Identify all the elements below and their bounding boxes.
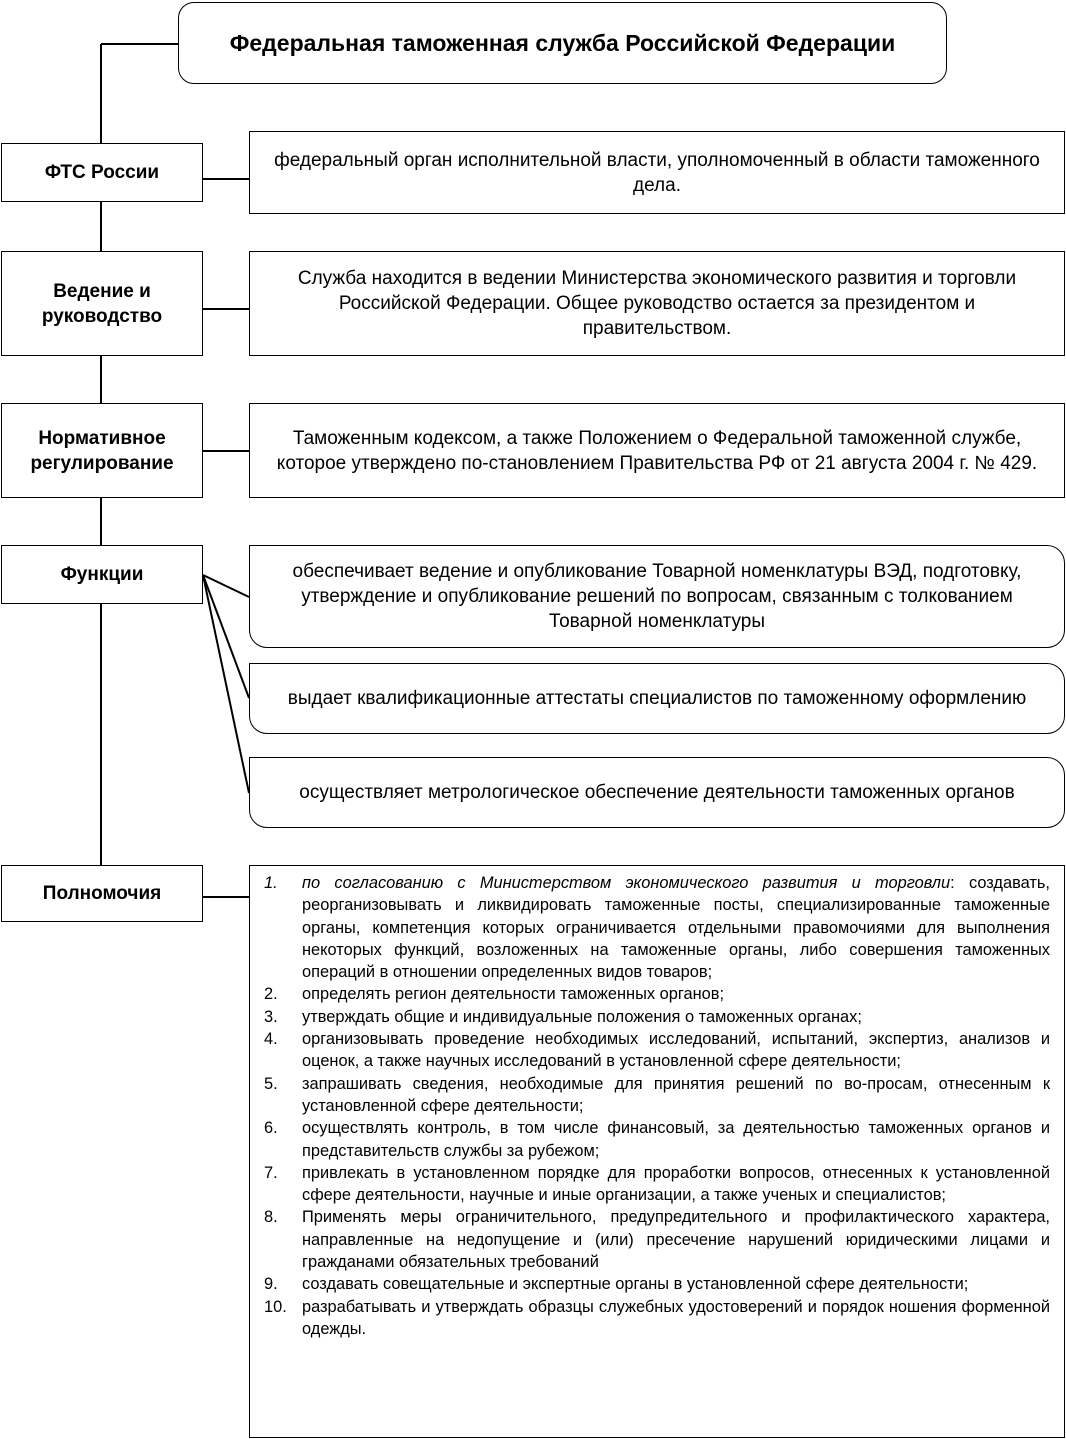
item-number: 10. <box>264 1297 287 1316</box>
label-fts-russia: ФТС России <box>1 143 203 202</box>
list-item <box>264 1273 1050 1295</box>
list-item <box>264 1162 1050 1207</box>
item-number: 8. <box>264 1208 278 1227</box>
desc-normativ: Таможенным кодексом, а также Положением о Федеральной таможенной службе, которое утверждено по-становлением Правительства РФ от 21 августа 2004 г. № 429. <box>249 403 1065 498</box>
item-text: разрабатывать и утверждать образцы служебных удостоверений и порядок ношения форменной одежды. <box>302 1297 1050 1338</box>
item-number: 1. <box>264 874 278 892</box>
item-number: 6. <box>264 1119 278 1138</box>
item-text: привлекать в установленном порядке для проработки вопросов, отнесенных к установленной сфере деятельности, научные и иные организации, а также ученых и специалистов; <box>302 1163 1050 1205</box>
item-text: создавать совещательные и экспертные органы в установленной сфере деятельности; <box>302 1275 969 1294</box>
label-normativ: Нормативное регулирование <box>1 403 203 498</box>
label-functions: Функции <box>1 545 203 604</box>
label-powers: Полномочия <box>1 865 203 922</box>
item-text: : создавать, реорганизовывать и ликвидировать таможенные посты, специализированные таможенные органы, компетенция которых ограничивается отдельными правомочиями для выполнения некоторых функций, возложенных на таможенные органы, либо совершения таможенных операций в отношении определенных видов товаров; <box>302 874 1050 982</box>
desc-vedenie: Служба находится в ведении Министерства экономического развития и торговли Российской Федерации. Общее руководство остается за президентом и правительством. <box>249 251 1065 356</box>
item-number: 2. <box>264 985 278 1004</box>
item-text: Применять меры ограничительного, предупредительного и профилактического характера, направленные на недопущение и (или) пресечение нарушений юридическими лицами и гражданами обязательных требований <box>302 1208 1050 1272</box>
connector-func-3 <box>203 575 249 793</box>
list-item <box>264 1117 1050 1162</box>
item-text: утверждать общие и индивидуальные положения о таможенных органах; <box>302 1007 862 1026</box>
desc-function-2: выдает квалификационные аттестаты специалистов по таможенному оформлению <box>249 663 1065 734</box>
list-item <box>264 1206 1050 1273</box>
item-number: 3. <box>264 1007 278 1026</box>
item-text: запрашивать сведения, необходимые для принятия решений по во-просам, отнесенным к установленной сфере деятельности; <box>302 1074 1050 1115</box>
item-number: 4. <box>264 1030 278 1049</box>
item-number: 5. <box>264 1074 278 1093</box>
item-number: 7. <box>264 1163 278 1182</box>
desc-function-1: обеспечивает ведение и опубликование Товарной номенклатуры ВЭД, подготовку, утверждение и опубликование решений по вопросам, связанным с толкованием Товарной номенклатуры <box>249 545 1065 648</box>
desc-fts-russia: федеральный орган исполнительной власти, уполномоченный в области таможенного дела. <box>249 131 1065 214</box>
desc-function-3: осуществляет метрологическое обеспечение деятельности таможенных органов <box>249 757 1065 828</box>
item-text: организовывать проведение необходимых исследований, испытаний, экспертиз, анализов и оценок, а также научных исследований в установленной сфере деятельности; <box>302 1030 1050 1071</box>
label-vedenie: Ведение и руководство <box>1 251 203 356</box>
item-italic-lead: по согласованию с Министерством экономического развития и торговли <box>302 874 951 892</box>
item-number: 9. <box>264 1275 278 1294</box>
item-text: осуществлять контроль, в том числе финансовый, за деятельностью таможенных органов и представительств службы за рубежом; <box>302 1119 1050 1160</box>
list-item <box>264 1296 1050 1341</box>
list-item <box>264 1006 1050 1028</box>
powers-list <box>249 865 1065 1438</box>
list-item <box>264 983 1050 1005</box>
item-text: определять регион деятельности таможенных органов; <box>302 985 725 1004</box>
list-item <box>264 872 1050 983</box>
diagram-title: Федеральная таможенная служба Российской Федерации <box>178 2 947 84</box>
list-item <box>264 1028 1050 1073</box>
list-item <box>264 1073 1050 1118</box>
